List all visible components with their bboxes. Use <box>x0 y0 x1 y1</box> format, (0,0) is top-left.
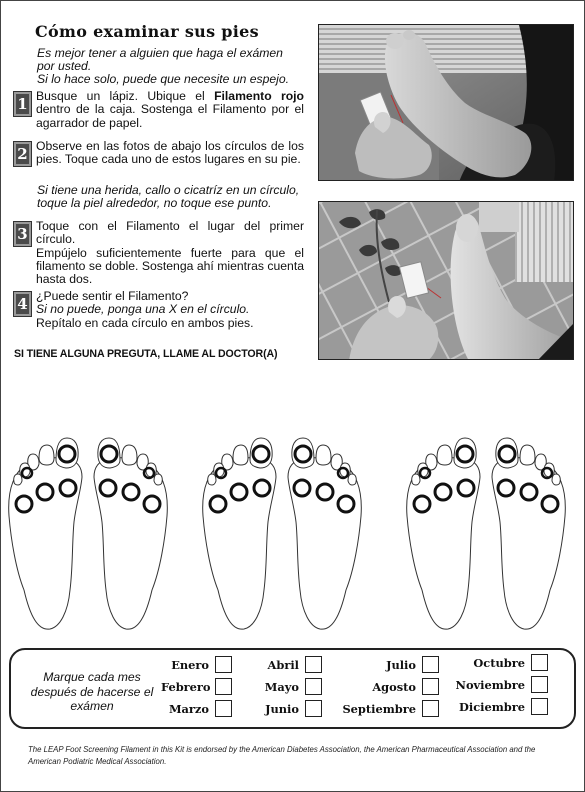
step-1 <box>14 90 304 130</box>
step-text-part: Busque un lápiz. Ubique el <box>36 89 215 103</box>
month-checkbox-octubre[interactable] <box>531 654 548 671</box>
foot-diagrams <box>0 430 585 635</box>
month-checkbox-mayo[interactable] <box>305 678 322 695</box>
step-text-part: Repítalo en cada círculo en ambos pies. <box>36 315 254 330</box>
month-label: Febrero <box>161 680 211 694</box>
month-checkbox-abril[interactable] <box>305 656 322 673</box>
month-checkbox-febrero[interactable] <box>215 678 232 695</box>
monthly-tracker <box>9 648 576 729</box>
step-text <box>36 220 304 286</box>
month-label: Octubre <box>473 656 525 670</box>
month-checkbox-agosto[interactable] <box>422 678 439 695</box>
month-label: Junio <box>265 702 299 716</box>
intro-line: Si lo hace solo, puede que necesite un espejo. <box>37 72 290 86</box>
left-foot-3 <box>407 438 480 629</box>
step-3 <box>14 220 304 286</box>
month-label: Agosto <box>372 680 416 694</box>
endorsement-footer: The LEAP Foot Screening Filament in this Kit is endorsed by the American Diabetes Association, the American Pharmaceutical Association and the American Podiatric Medical Association. <box>28 745 536 766</box>
left-foot-2 <box>203 438 276 629</box>
step-question: ¿Puede sentir el Filamento? <box>36 289 189 303</box>
intro-line: Es mejor tener a alguien que haga el exámen <box>37 46 283 60</box>
step-number-badge: 2 <box>14 142 31 166</box>
hand-touching-filament-to-foot-photo <box>318 201 574 360</box>
month-checkbox-diciembre[interactable] <box>531 698 548 715</box>
step-text <box>36 290 304 330</box>
step-2 <box>14 140 304 167</box>
scar-note: Si tiene una herida, callo o cicatríz en un círculo, toque la piel alrededor, no toque ese punto. <box>37 183 300 210</box>
step-text-part: dentro de la caja. Sostenga el Filamento por el agarrador de papel. <box>36 102 304 130</box>
doctor-callout: SI TIENE ALGUNA PREGUTA, LLAME AL DOCTOR(A) <box>14 348 278 360</box>
intro-line: por usted. <box>37 59 92 73</box>
month-checkbox-julio[interactable] <box>422 656 439 673</box>
step-number-badge: 1 <box>14 92 31 116</box>
step-4 <box>14 290 304 330</box>
intro-text <box>37 47 307 86</box>
left-foot-1 <box>9 438 82 629</box>
right-foot-2 <box>288 438 361 629</box>
month-checkbox-junio[interactable] <box>305 700 322 717</box>
month-checkbox-marzo[interactable] <box>215 700 232 717</box>
month-label: Enero <box>171 658 209 672</box>
step-text-bold: Filamento rojo <box>214 89 304 103</box>
step-text <box>36 90 304 130</box>
month-label: Diciembre <box>459 700 525 714</box>
hand-holding-filament-against-sole-photo <box>318 24 574 181</box>
month-checkbox-enero[interactable] <box>215 656 232 673</box>
step-text: Observe en las fotos de abajo los círculos de los pies. Toque cada uno de estos lugares en su pie. <box>36 139 304 167</box>
step-text-part: Empújelo suficientemente fuerte para que el filamento se doble. Sostenga ahí mientras cuenta hasta dos. <box>36 245 304 287</box>
page-title: Cómo examinar sus pies <box>35 22 259 41</box>
month-label: Julio <box>386 658 416 672</box>
right-foot-1 <box>94 438 167 629</box>
month-label: Noviembre <box>455 678 525 692</box>
right-foot-3 <box>492 438 565 629</box>
month-label: Abril <box>267 658 299 672</box>
month-checkbox-noviembre[interactable] <box>531 676 548 693</box>
step-text-part: Toque con el Filamento el lugar del primer círculo. <box>36 219 304 247</box>
tracker-instructions: Marque cada mes después de hacerse el exámen <box>30 670 154 713</box>
step-text-italic: Si no puede, ponga una X en el círculo. <box>36 302 250 317</box>
month-label: Marzo <box>168 702 209 716</box>
step-number-badge: 4 <box>14 292 31 316</box>
month-label: Septiembre <box>342 702 416 716</box>
step-number-badge: 3 <box>14 222 31 246</box>
month-checkbox-septiembre[interactable] <box>422 700 439 717</box>
month-label: Mayo <box>264 680 299 694</box>
